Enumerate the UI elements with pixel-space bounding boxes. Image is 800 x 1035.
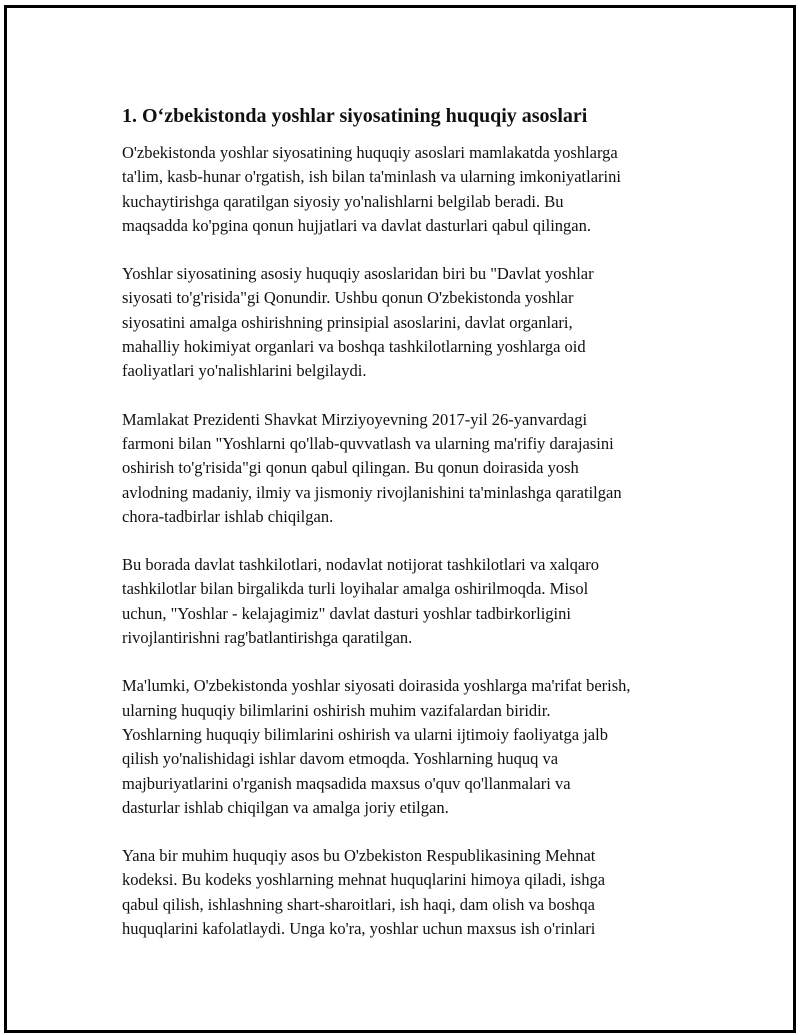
text-line: ta'lim, kasb-hunar o'rgatish, ish bilan ta'minlash va ularning imkoniyatlarini xyxy=(122,167,621,187)
text-line: siyosati to'g'risida"gi Qonundir. Ushbu qonun O'zbekistonda yoshlar xyxy=(122,288,574,308)
section-heading: 1. O‘zbekistonda yoshlar siyosatining huquqiy asoslari xyxy=(122,105,588,127)
text-line: kodeksi. Bu kodeks yoshlarning mehnat huquqlarini himoya qiladi, ishga xyxy=(122,870,606,890)
text-line: siyosatini amalga oshirishning prinsipial asoslarini, davlat organlari, xyxy=(122,312,573,332)
text-line: dasturlar ishlab chiqilgan va amalga joriy etilgan. xyxy=(122,797,449,817)
text-line: Yoshlarning huquqiy bilimlarini oshirish va ularni ijtimoiy faoliyatga jalb xyxy=(122,724,608,744)
text-line: mahalliy hokimiyat organlari va boshqa tashkilotlarning yoshlarga oid xyxy=(122,337,586,357)
text-line: rivojlantirishni rag'batlantirishga qaratilgan. xyxy=(122,628,413,648)
text-line: avlodning madaniy, ilmiy va jismoniy rivojlanishini ta'minlashga qaratilgan xyxy=(122,482,622,502)
text-line: tashkilotlar bilan birgalikda turli loyihalar amalga oshirilmoqda. Misol xyxy=(122,579,589,599)
text-line: Bu borada davlat tashkilotlari, nodavlat notijorat tashkilotlari va xalqaro xyxy=(122,555,599,575)
text-line: Yana bir muhim huquqiy asos bu O'zbekiston Respublikasining Mehnat xyxy=(122,846,596,866)
text-line: qilish yo'nalishidagi ishlar davom etmoqda. Yoshlarning huquq va xyxy=(122,749,559,769)
text-line: Ma'lumki, O'zbekistonda yoshlar siyosati doirasida yoshlarga ma'rifat berish, xyxy=(122,676,631,696)
text-line: O'zbekistonda yoshlar siyosatining huquqiy asoslari mamlakatda yoshlarga xyxy=(122,143,618,162)
text-line: farmoni bilan "Yoshlarni qo'llab-quvvatlash va ularning ma'rifiy darajasini xyxy=(122,433,614,453)
paragraph xyxy=(122,844,702,941)
text-line: qabul qilish, ishlashning shart-sharoitlari, ish haqi, dam olish va boshqa xyxy=(122,894,595,914)
text-line: oshirish to'g'risida"gi qonun qabul qilingan. Bu qonun doirasida yosh xyxy=(122,458,579,478)
paragraph xyxy=(122,553,702,650)
page-border xyxy=(4,5,796,1033)
paragraph xyxy=(122,674,702,820)
paragraph xyxy=(122,408,702,529)
paragraph-list xyxy=(122,141,702,941)
text-line: maqsadda ko'pgina qonun hujjatlari va davlat dasturlari qabul qilingan. xyxy=(122,215,591,235)
text-line: chora-tadbirlar ishlab chiqilgan. xyxy=(122,506,334,526)
document-content xyxy=(122,103,702,965)
text-line: uchun, "Yoshlar - kelajagimiz" davlat dasturi yoshlar tadbirkorligini xyxy=(122,603,571,623)
text-line: Yoshlar siyosatining asosiy huquqiy asoslaridan biri bu "Davlat yoshlar xyxy=(122,264,594,284)
text-line: Mamlakat Prezidenti Shavkat Mirziyoyevning 2017-yil 26-yanvardagi xyxy=(122,409,588,429)
paragraph xyxy=(122,262,702,383)
text-line: ularning huquqiy bilimlarini oshirish muhim vazifalardan biridir. xyxy=(122,700,551,720)
text-line: kuchaytirishga qaratilgan siyosiy yo'nalishlarni belgilab beradi. Bu xyxy=(122,191,564,211)
text-line: majburiyatlarini o'rganish maqsadida maxsus o'quv qo'llanmalari va xyxy=(122,773,571,793)
text-line: faoliyatlari yo'nalishlarini belgilaydi. xyxy=(122,361,367,381)
paragraph xyxy=(122,141,702,238)
text-line: huquqlarini kafolatlaydi. Unga ko'ra, yoshlar uchun maxsus ish o'rinlari xyxy=(122,919,596,939)
